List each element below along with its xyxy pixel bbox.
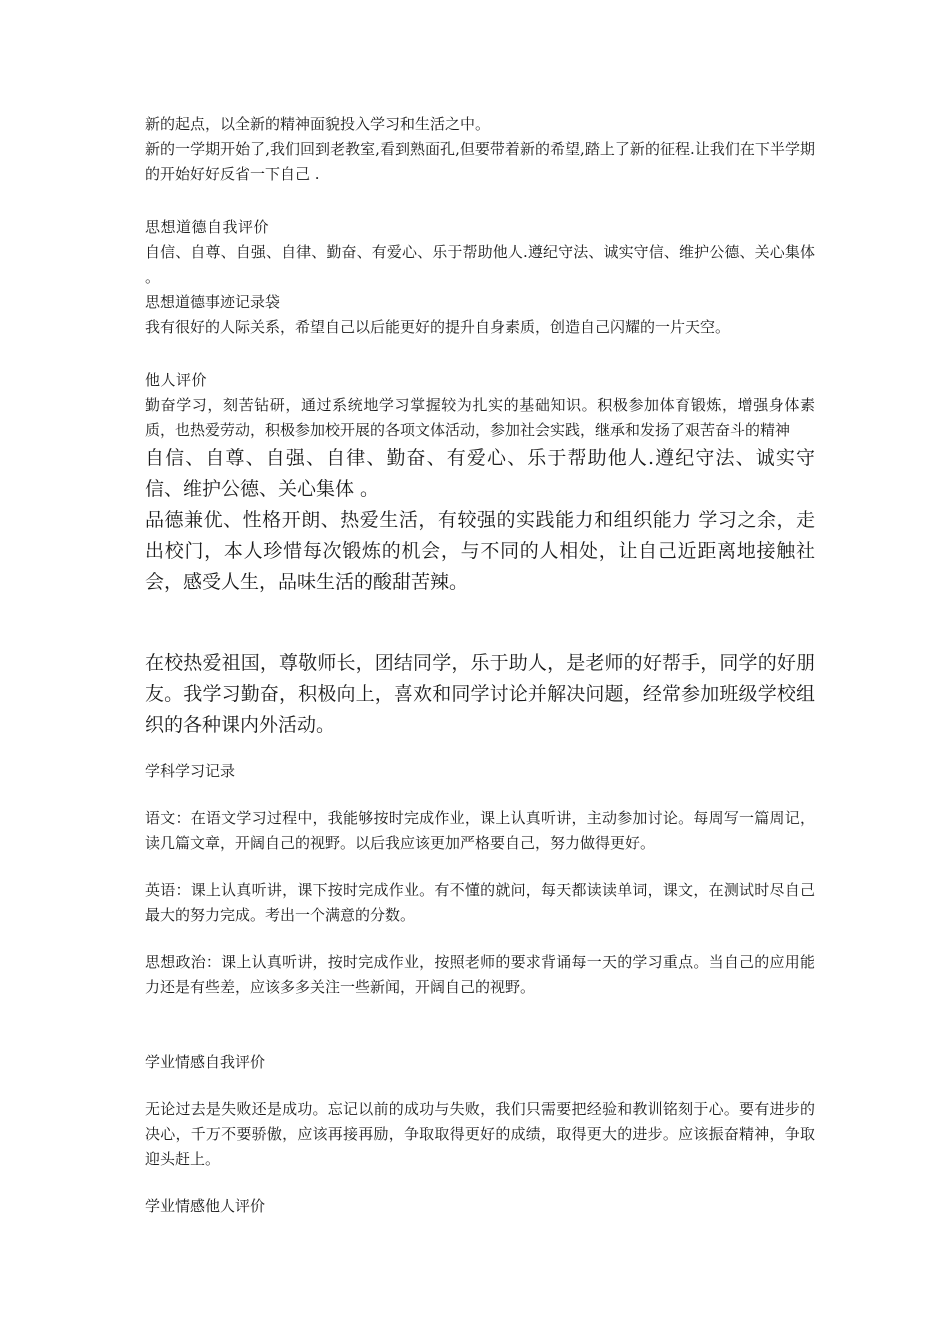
moral-self-heading: 思想道德自我评价 xyxy=(145,218,270,236)
subject-record-heading: 学科学习记录 xyxy=(145,762,236,780)
academic-others-heading: 学业情感他人评价 xyxy=(145,1197,266,1215)
politics-record: 思想政治：课上认真听讲，按时完成作业，按照老师的要求背诵每一天的学习重点。当自己的应用能力还是有些差，应该多多关注一些新闻，开阔自己的视野。 xyxy=(145,953,815,996)
large-paragraph-3: 在校热爱祖国，尊敬师长，团结同学，乐于助人，是老师的好帮手，同学的好朋友。我学习勤奋，积极向上，喜欢和同学讨论并解决问题，经常参加班级学校组织的各种课内外活动。 xyxy=(145,652,815,736)
moral-self-text: 自信、自尊、自强、自律、勤奋、有爱心、乐于帮助他人.遵纪守法、诚实守信、维护公德、关心集体 。 xyxy=(145,243,815,286)
academic-self-text: 无论过去是失败还是成功。忘记以前的成功与失败，我们只需要把经验和教训铭刻于心。要有进步的决心，千万不要骄傲，应该再接再励，争取取得更好的成绩，取得更大的进步。应该振奋精神，争取迎头赶上。 xyxy=(145,1100,815,1168)
others-eval-heading: 他人评价 xyxy=(145,371,208,389)
intro-paragraph: 新的一学期开始了,我们回到老教室,看到熟面孔,但要带着新的希望,踏上了新的征程.让我们在下半学期的开始好好反省一下自己 . xyxy=(145,140,815,183)
document-page xyxy=(145,112,815,1219)
intro-line-1: 新的起点，以全新的精神面貌投入学习和生活之中。 xyxy=(145,115,491,133)
chinese-record: 语文：在语文学习过程中，我能够按时完成作业，课上认真听讲，主动参加讨论。每周写一篇周记，读几篇文章，开阔自己的视野。以后我应该更加严格要自己，努力做得更好。 xyxy=(145,809,815,852)
others-eval-text: 勤奋学习，刻苦钻研，通过系统地学习掌握较为扎实的基础知识。积极参加体育锻炼，增强身体素质，也热爱劳动，积极参加校开展的各项文体活动，参加社会实践，继承和发扬了艰苦奋斗的精神 xyxy=(145,396,815,439)
large-paragraph-2: 品德兼优、性格开朗、热爱生活，有较强的实践能力和组织能力 学习之余，走出校门，本人珍惜每次锻炼的机会，与不同的人相处，让自己近距离地接触社会，感受人生，品味生活的酸甜苦辣。 xyxy=(145,509,815,593)
large-paragraph-1: 自信、自尊、自强、自律、勤奋、有爱心、乐于帮助他人.遵纪守法、诚实守信、维护公德、关心集体 。 xyxy=(145,447,815,500)
moral-record-heading: 思想道德事迹记录袋 xyxy=(145,293,281,311)
academic-self-heading: 学业情感自我评价 xyxy=(145,1053,266,1071)
english-record: 英语：课上认真听讲，课下按时完成作业。有不懂的就问，每天都读读单词，课文，在测试时尽自己最大的努力完成。考出一个满意的分数。 xyxy=(145,881,815,924)
moral-record-text: 我有很好的人际关系，希望自己以后能更好的提升自身素质，创造自己闪耀的一片天空。 xyxy=(145,318,731,336)
